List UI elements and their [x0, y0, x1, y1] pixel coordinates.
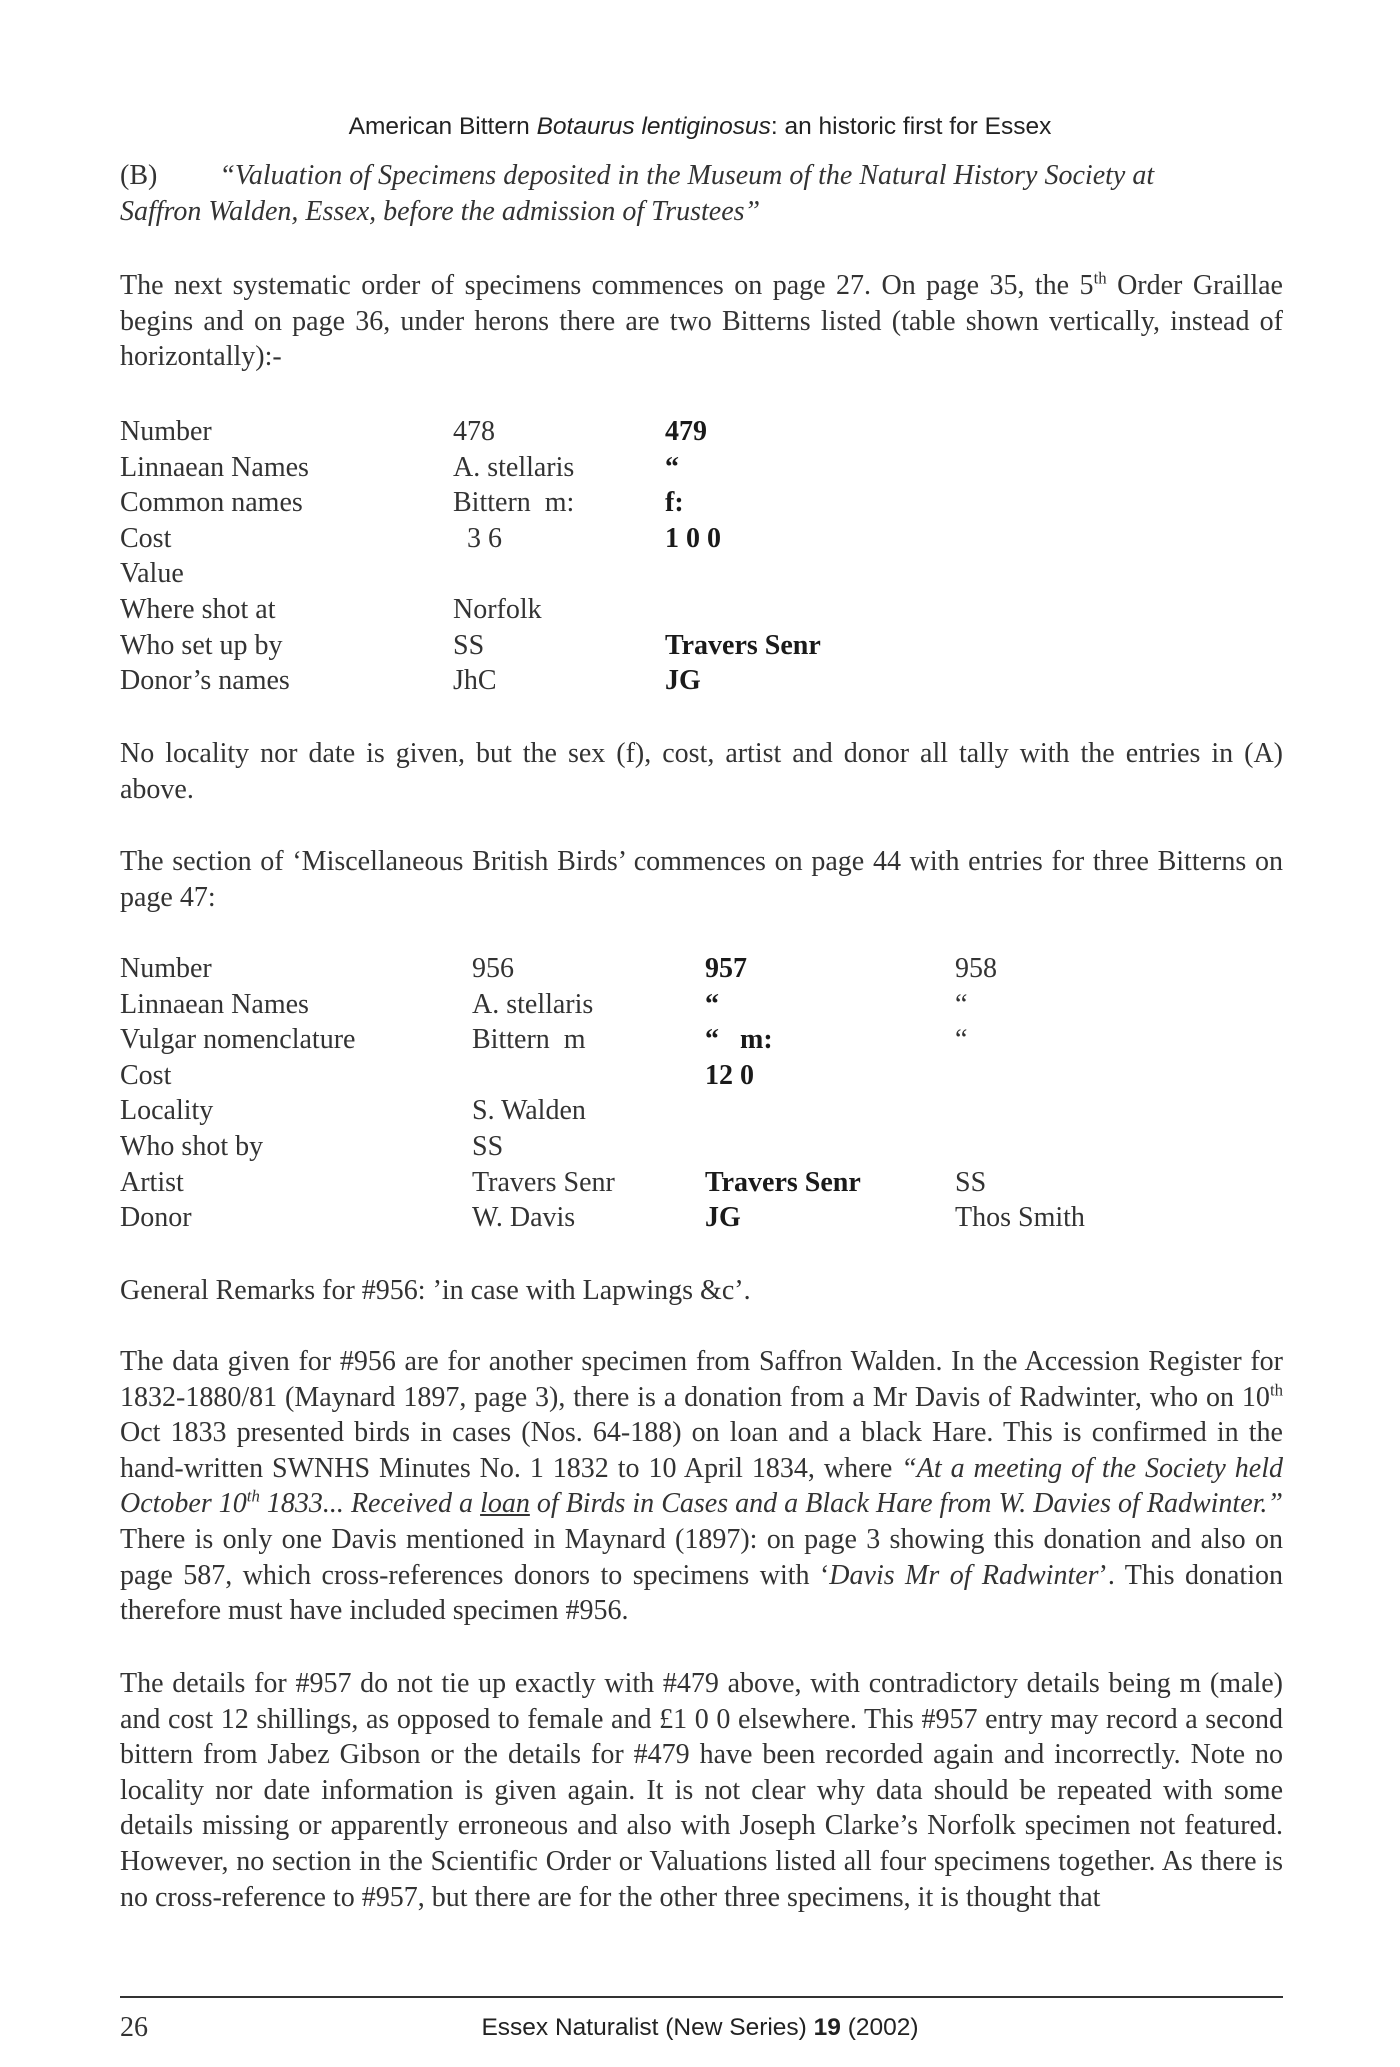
davis-paragraph	[120, 1344, 1283, 1629]
cell-478	[453, 556, 665, 592]
table-row	[120, 1129, 1085, 1165]
cell-956: SS	[472, 1130, 504, 1162]
table-row	[120, 663, 879, 699]
cell-479: Travers Senr	[665, 629, 821, 661]
cell-479: JG	[665, 665, 701, 697]
table-row	[120, 987, 1085, 1023]
table-row	[120, 1200, 1085, 1236]
table-row	[120, 521, 879, 557]
cell-958: Thos Smith	[955, 1202, 1085, 1234]
cell-479	[665, 556, 879, 592]
cell-956: Bittern m	[472, 1024, 586, 1056]
journal-citation	[0, 2014, 1400, 2042]
row-label: Who shot by	[120, 1130, 264, 1162]
minutes-quote-loan: loan	[480, 1488, 530, 1520]
table-row	[120, 485, 879, 521]
running-head-suffix: : an historic first for Essex	[770, 113, 1052, 140]
cell-958: “	[955, 1024, 968, 1056]
minutes-quote-2: 1833... Received a	[259, 1488, 481, 1520]
row-label: Locality	[120, 1095, 214, 1127]
minutes-quote-1: “At a meeting of the Society held October 10	[120, 1452, 1283, 1520]
cell-958: 958	[955, 953, 997, 984]
cell-478: Norfolk	[453, 593, 542, 625]
table-row	[120, 951, 1085, 987]
cell-958: SS	[955, 1166, 987, 1198]
row-label: Cost	[120, 1059, 172, 1091]
cell-479: 1 0 0	[665, 522, 721, 554]
cell-956: 956	[472, 953, 514, 984]
section-b-title-line2: Saffron Walden, Essex, before the admission of Trustees”	[120, 195, 761, 227]
intro-text-cont: Order Graillae begins and on page 36, under herons there are two Bitterns listed (table shown vertically, instead of horizontally):-	[120, 270, 1283, 373]
journal-name: Essex Naturalist (New Series)	[481, 2014, 814, 2041]
table-row	[120, 592, 879, 628]
row-label: Value	[120, 558, 184, 590]
davis-sup-1: th	[1269, 1380, 1283, 1400]
journal-volume: 19	[813, 2014, 841, 2041]
row-label: Linnaean Names	[120, 451, 309, 483]
davis-text-1: The data given for #956 are for another specimen from Saffron Walden. In the Accession Register for 1832-1880/81 (Maynard 1897, page 3), there is a donation from a Mr Davis of Radwinter, who on 10	[120, 1346, 1283, 1413]
cell-957	[705, 1093, 955, 1129]
cell-957	[705, 1129, 955, 1165]
cell-956: A. stellaris	[472, 988, 594, 1020]
minutes-quote-3: of Birds in Cases and a Black Hare from W. Davies of Radwinter.”	[529, 1488, 1283, 1520]
intro-paragraph	[120, 268, 1283, 375]
section-b-heading	[120, 158, 1283, 229]
running-head-species: Botaurus lentiginosus	[536, 113, 771, 140]
row-label: Cost	[120, 522, 172, 554]
table-row	[120, 556, 879, 592]
running-head	[0, 113, 1400, 141]
table-row	[120, 1165, 1085, 1201]
cell-957: 957	[705, 953, 747, 984]
misc-birds-paragraph: The section of ‘Miscellaneous British Birds’ commences on page 44 with entries for three Bitterns on page 47:	[120, 846, 1283, 913]
cell-478: JhC	[453, 665, 497, 697]
davis-text-2: Oct 1833 presented birds in cases (Nos. 64-188) on loan and a black Hare. This is confirmed in the hand-written SWNHS Minutes No. 1 1832 to 10 April 1834, where	[120, 1417, 1283, 1484]
row-label: Donor’s names	[120, 665, 290, 697]
cell-958: “	[955, 988, 968, 1020]
cell-479: “	[665, 451, 679, 483]
cell-957: Travers Senr	[705, 1166, 861, 1198]
table-row	[120, 1093, 1085, 1129]
general-remarks: General Remarks for #956: ’in case with Lapwings &c’.	[120, 1275, 751, 1306]
cell-956: Travers Senr	[472, 1166, 615, 1198]
cell-956: S. Walden	[472, 1095, 586, 1127]
journal-year: (2002)	[840, 2014, 919, 2041]
cell-957: JG	[705, 1202, 741, 1234]
page-number: 26	[120, 2012, 148, 2043]
table-row	[120, 628, 879, 664]
row-label: Where shot at	[120, 593, 276, 625]
footer-rule	[120, 1996, 1283, 1998]
section-b-label: (B)	[120, 160, 158, 191]
cell-478: Bittern m:	[453, 487, 575, 519]
running-head-text: American Bittern	[348, 113, 537, 140]
specimen-957-paragraph: The details for #957 do not tie up exactly with #479 above, with contradictory details being m (male) and cost 12 shillings, as opposed to female and £1 0 0 elsewhere. This #957 entry may record a second bittern from Jabez Gibson or the details for #479 have been recorded again and incorrectly. Note no locality nor date information is given again. It is not clear why data should be repeated with some details missing or apparently erroneous and also with Joseph Clarke’s Norfolk specimen not featured. However, no section in the Scientific Order or Valuations listed all four specimens together. As there is no cross-reference to #957, but there are for the other three specimens, it is thought that	[120, 1668, 1283, 1913]
davis-text-4: ’. This donation therefore must have included specimen #956.	[120, 1559, 1283, 1627]
cell-479	[665, 592, 879, 628]
cell-956: W. Davis	[472, 1202, 576, 1234]
cell-957: “ m:	[705, 1024, 773, 1056]
table-bitterns-956-958	[120, 951, 1085, 1236]
cell-479: f:	[665, 487, 684, 519]
row-label: Donor	[120, 1202, 192, 1234]
cell-957: “	[705, 988, 719, 1020]
row-label: Vulgar nomenclature	[120, 1024, 356, 1056]
section-b-title-line1: “Valuation of Specimens deposited in the Museum of the Natural History Society at	[219, 160, 1155, 191]
cell-957: 12 0	[705, 1059, 754, 1091]
table-row	[120, 414, 879, 450]
table-row	[120, 1022, 1085, 1058]
davis-text-3: There is only one Davis mentioned in Maynard (1897): on page 3 showing this donation and also on page 587, which cross-references donors to specimens with ‘	[120, 1523, 1283, 1591]
row-label: Common names	[120, 487, 303, 519]
cell-478: 478	[453, 416, 495, 447]
row-label: Number	[120, 416, 212, 447]
row-label: Artist	[120, 1166, 184, 1198]
row-label: Linnaean Names	[120, 988, 309, 1020]
cell-479: 479	[665, 416, 707, 447]
table-row	[120, 1058, 1085, 1094]
minutes-quote-sup: th	[246, 1487, 260, 1507]
table-row	[120, 450, 879, 486]
row-label: Number	[120, 953, 212, 984]
davis-quote-4: Davis Mr of Radwinter	[829, 1559, 1099, 1591]
cell-478: SS	[453, 629, 485, 661]
intro-sup: th	[1093, 268, 1107, 288]
locality-paragraph: No locality nor date is given, but the sex (f), cost, artist and donor all tally with the entries in (A) above.	[120, 738, 1283, 805]
row-label: Who set up by	[120, 629, 283, 661]
cell-956	[472, 1058, 705, 1094]
intro-text: The next systematic order of specimens commences on page 27. On page 35, the 5	[120, 270, 1094, 301]
cell-478: A. stellaris	[453, 451, 575, 483]
table-bitterns-478-479	[120, 414, 879, 699]
cell-478: 3 6	[453, 522, 502, 554]
